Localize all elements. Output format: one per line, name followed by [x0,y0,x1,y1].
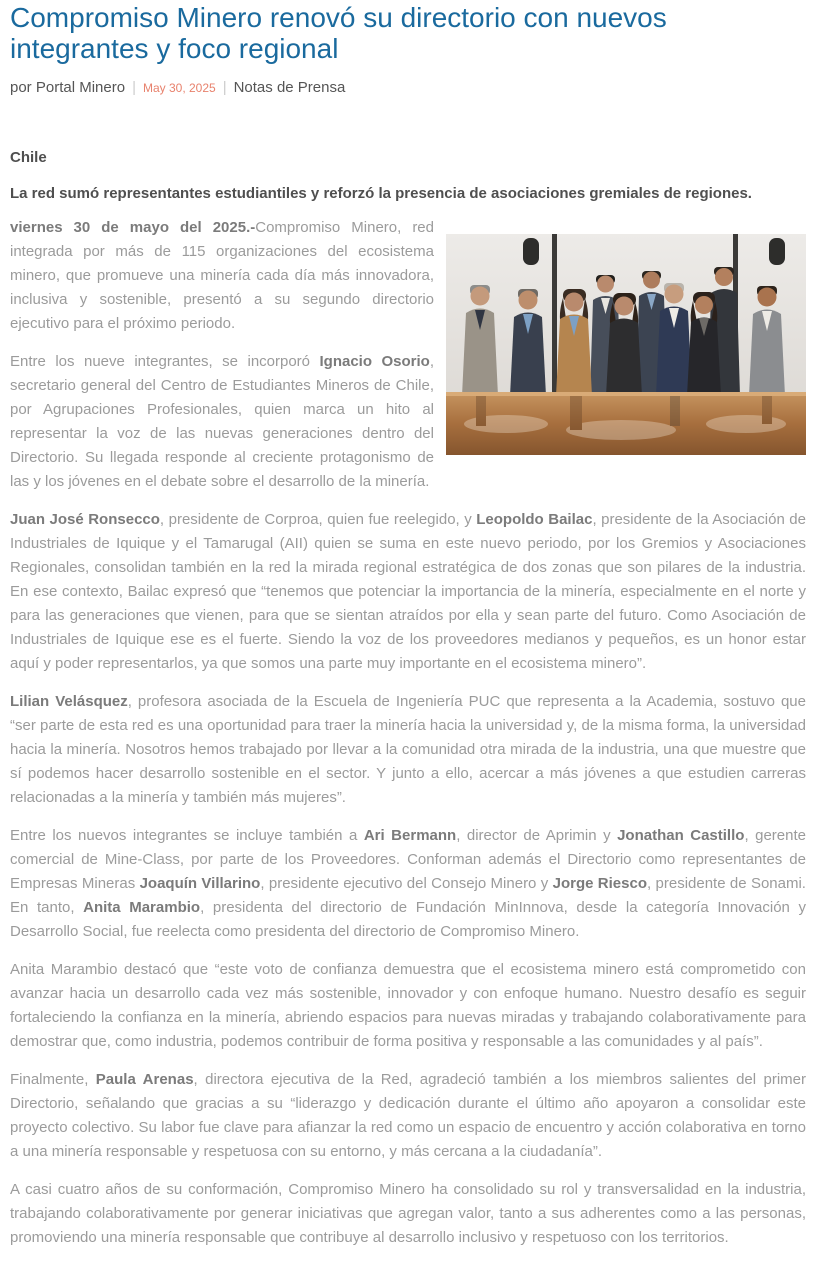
article-body [10,216,806,1250]
article-lede: La red sumó representantes estudiantiles y reforzó la presencia de asociaciones gremiales de regiones. [10,184,752,202]
article-paragraph: Juan José Ronsecco, presidente de Corproa, quien fue reelegido, y Leopoldo Bailac, presidente de la Asociación de Industriales de Iquique y el Tamarugal (AII) quien se suma en este nuevo periodo, por los Gremios y Asociaciones Regionales, consolidan también en la red la mirada regional estratégica de dos zonas que son pilares de la industria. En ese contexto, Bailac expresó que “tenemos que potenciar la importancia de la minería, especialmente en el norte y para las generaciones que vienen, para que se sientan atraídos por ella y sean parte del futuro. Como Asociación de Industriales de Iquique ese es el fuerte. Siendo la voz de los proveedores medianos y pequeños, es un honor estar aquí y poder representarlos, ya que somos una parte muy importante en el ecosistema minero”. [10,510,806,672]
article-paragraph: Lilian Velásquez, profesora asociada de la Escuela de Ingeniería PUC que representa a la Academia, sostuvo que “ser parte de esta red es una oportunidad para traer la minería hacia la universidad y, de la misma forma, la universidad hacia la minería. Nosotros hemos trabajado por llevar a la comunidad otra mirada de la industria, una que muestre que sí podemos hacer desarrollo sostenible en el sector. Y junto a ello, acercar a más jóvenes a que estudien carreras relacionadas a la minería y también más mujeres”. [10,692,806,806]
category-link[interactable]: Notas de Prensa [233,78,346,96]
meta-separator: | [222,78,227,96]
article-paragraph: Anita Marambio destacó que “este voto de confianza demuestra que el ecosistema minero está comprometido con avanzar hacia un desarrollo cada vez más sostenible, innovador y con enfoque humano. Nuestro desafío es seguir fortaleciendo la confianza en la minería, abriendo espacios para nuevas miradas y trabajando colaborativamente para demostrar que, como industria, podemos contribuir de forma positiva y responsable a las comunidades y al país”. [10,960,806,1050]
post-meta [10,78,806,98]
article-paragraph: A casi cuatro años de su conformación, Compromiso Minero ha consolidado su rol y transversalidad en la industria, trabajando colaborativamente por generar iniciativas que agregan valor, tanto a sus adherentes como a las personas, promoviendo una minería responsable que contribuye al desarrollo inclusivo y respetuoso con los territorios. [10,1180,806,1246]
page-title: Compromiso Minero renovó su directorio con nuevos integrantes y foco regional [10,2,667,65]
meta-separator: | [132,78,136,96]
article-paragraph: Entre los nuevos integrantes se incluye también a Ari Bermann, director de Aprimin y Jonathan Castillo, gerente comercial de Mine-Class, por parte de los Proveedores. Conforman además el Directorio como representantes de Empresas Mineras Joaquín Villarino, presidente ejecutivo del Consejo Minero y Jorge Riesco, presidente de Sonami. En tanto, Anita Marambio, presidenta del directorio de Fundación MinInnova, desde la categoría Innovación y Desarrollo Social, fue reelecta como presidenta del directorio de Compromiso Minero. [10,826,807,940]
article-paragraph: Entre los nueve integrantes, se incorporó Ignacio Osorio, secretario general del Centro de Estudiantes Mineros de Chile, por Agrupaciones Profesionales, quien marca un hito al representar la voz de las nuevas generaciones dentro del Directorio. Su llegada responde al creciente protagonismo de las y los jóvenes en el debate sobre el desarrollo de la minería. [10,352,434,490]
group-photo-image [446,234,806,455]
article-paragraph: Finalmente, Paula Arenas, directora ejecutiva de la Red, agradeció también a los miembros salientes del primer Directorio, señalando que gracias a su “liderazgo y dedicación durante el último año apoyaron a consolidar este proyecto colectivo. Su labor fue clave para afianzar la red como un espacio de encuentro y acción colaborativa en torno a una minería responsable y respetuosa con su entorno, y más cercana a la ciudadanía”. [10,1070,807,1160]
author-link[interactable]: Portal Minero [35,78,126,96]
post-date: May 30, 2025 [142,80,216,95]
article-paragraph: viernes 30 de mayo del 2025.-Compromiso Minero, red integrada por más de 115 organizaciones del ecosistema minero, que promueve una minería cada día más innovadora, inclusiva y sostenible, presentó a su segundo directorio ejecutivo para el próximo periodo. [10,218,434,332]
article-photo [446,234,806,455]
byline-prefix: por [10,78,36,96]
location-heading: Chile [10,148,47,166]
